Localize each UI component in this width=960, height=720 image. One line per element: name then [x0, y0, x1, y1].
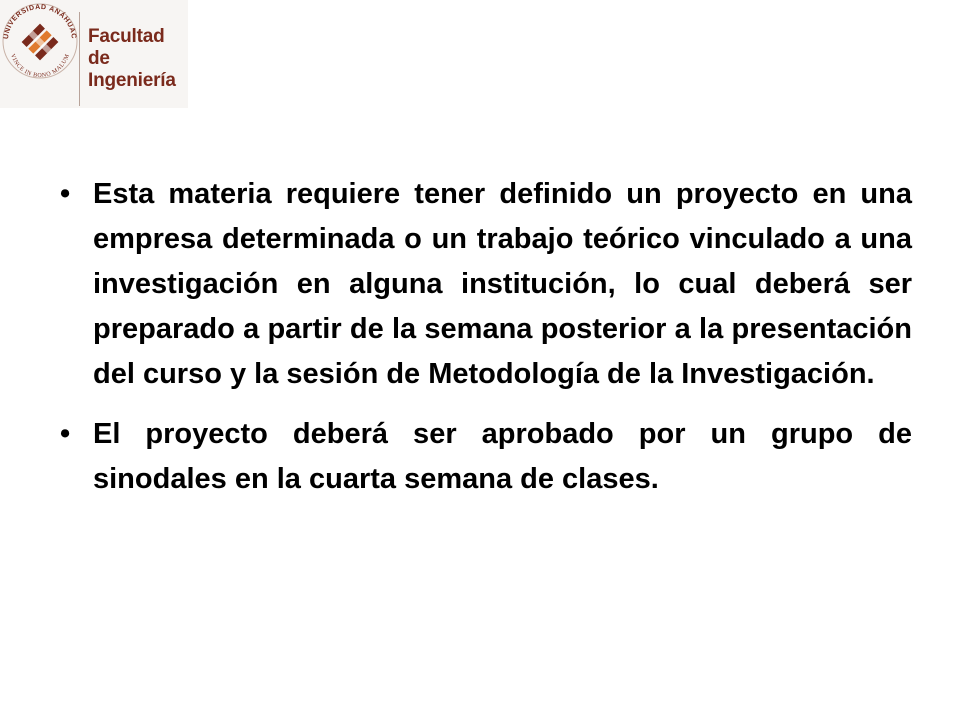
bullet-text: Esta materia requiere tener definido un proyecto en una empresa determinada o un trabajo teórico vinculado a una investigación en alguna institución, lo cual deberá ser preparado a partir de la semana posterior a la presentación del curso y la sesión de Metodología de la Investigación. — [93, 178, 912, 390]
bullet-marker: • — [60, 178, 71, 210]
svg-text:VINCE IN BONO MALUM: VINCE IN BONO MALUM — [8, 53, 72, 80]
bullet-text: El proyecto deberá ser aprobado por un grupo de sinodales en la cuarta semana de clases. — [93, 418, 912, 495]
bullet-item — [60, 172, 912, 397]
bullet-list — [60, 172, 912, 517]
faculty-name — [88, 26, 188, 92]
svg-text:UNIVERSIDAD ANÁHUAC: UNIVERSIDAD ANÁHUAC — [2, 3, 78, 40]
logo-divider — [79, 12, 80, 106]
bullet-marker: • — [60, 418, 71, 450]
university-seal-icon — [0, 0, 80, 82]
university-logo — [0, 0, 188, 108]
faculty-name-line2: de Ingeniería — [88, 48, 176, 91]
faculty-name-line1: Facultad — [88, 26, 165, 47]
bullet-item — [60, 412, 912, 502]
